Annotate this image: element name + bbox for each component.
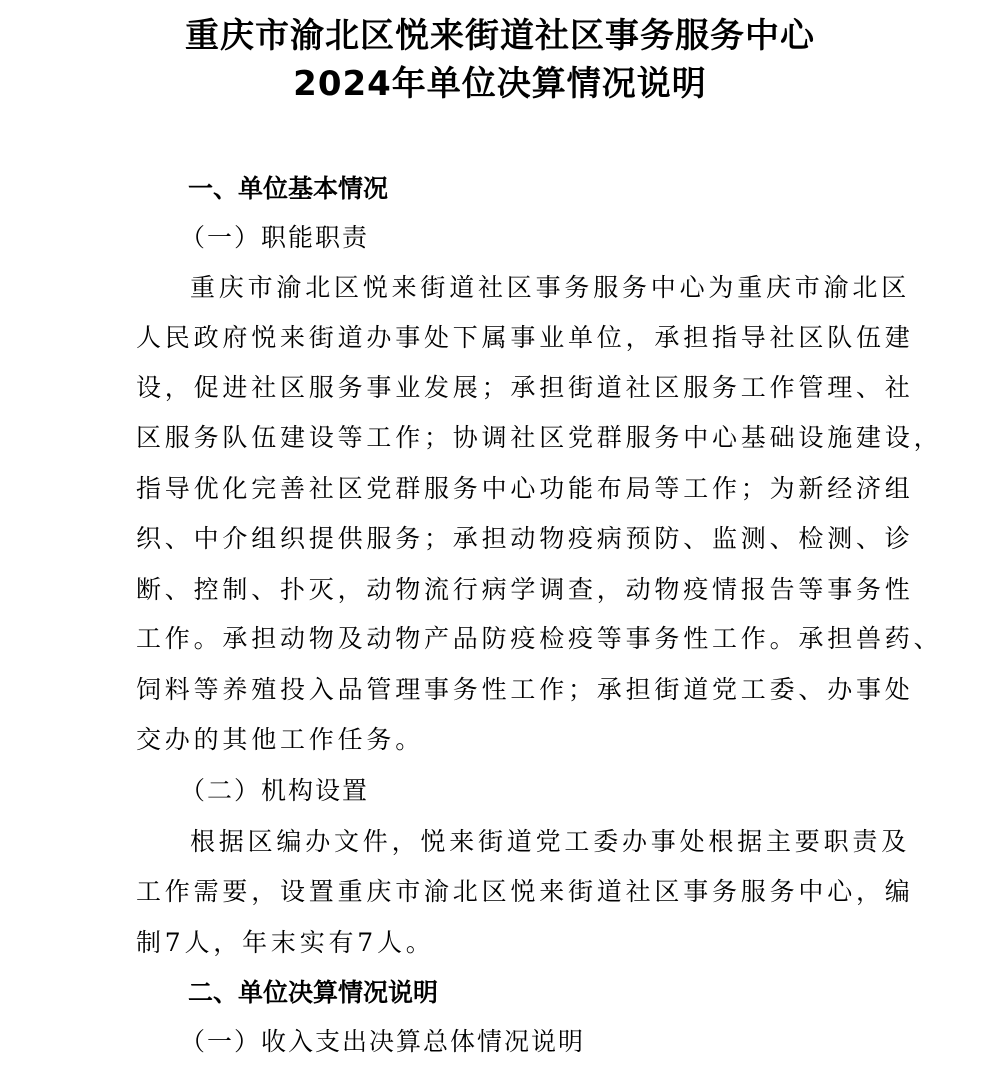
section-1-heading: 一、单位基本情况 — [188, 174, 389, 203]
paragraph-line: 人民政府悦来街道办事处下属事业单位，承担指导社区队伍建 — [136, 323, 914, 352]
section-2-sub-1-heading: （一）收入支出决算总体情况说明 — [180, 1027, 586, 1056]
paragraph-line: 工作。承担动物及动物产品防疫检疫等事务性工作。承担兽药、 — [136, 624, 943, 653]
document-title-line-2: 2024年单位决算情况说明 — [293, 64, 707, 104]
paragraph-line: 断、控制、扑灭，动物流行病学调查，动物疫情报告等事务性 — [136, 575, 914, 604]
document-title-line-1: 重庆市渝北区悦来街道社区事务服务中心 — [185, 16, 815, 56]
paragraph-line: 交办的其他工作任务。 — [136, 725, 425, 754]
section-1-sub-1-heading: （一）职能职责 — [180, 223, 370, 252]
paragraph-line: 重庆市渝北区悦来街道社区事务服务中心为重庆市渝北区 — [190, 273, 911, 302]
section-1-sub-2-heading: （二）机构设置 — [180, 776, 370, 805]
paragraph-line: 饲料等养殖投入品管理事务性工作；承担街道党工委、办事处 — [136, 675, 914, 704]
paragraph-line: 织、中介组织提供服务；承担动物疫病预防、监测、检测、诊 — [136, 524, 914, 553]
paragraph-line: 工作需要，设置重庆市渝北区悦来街道社区事务服务中心，编 — [136, 877, 914, 906]
paragraph-line: 制7人，年末实有7人。 — [136, 928, 435, 957]
paragraph-line: 指导优化完善社区党群服务中心功能布局等工作；为新经济组 — [136, 474, 914, 503]
paragraph-line: 区服务队伍建设等工作；协调社区党群服务中心基础设施建设， — [136, 423, 943, 452]
section-2-heading: 二、单位决算情况说明 — [188, 978, 439, 1007]
paragraph-line: 根据区编办文件，悦来街道党工委办事处根据主要职责及 — [190, 827, 911, 856]
paragraph-line: 设，促进社区服务事业发展；承担街道社区服务工作管理、社 — [136, 373, 914, 402]
